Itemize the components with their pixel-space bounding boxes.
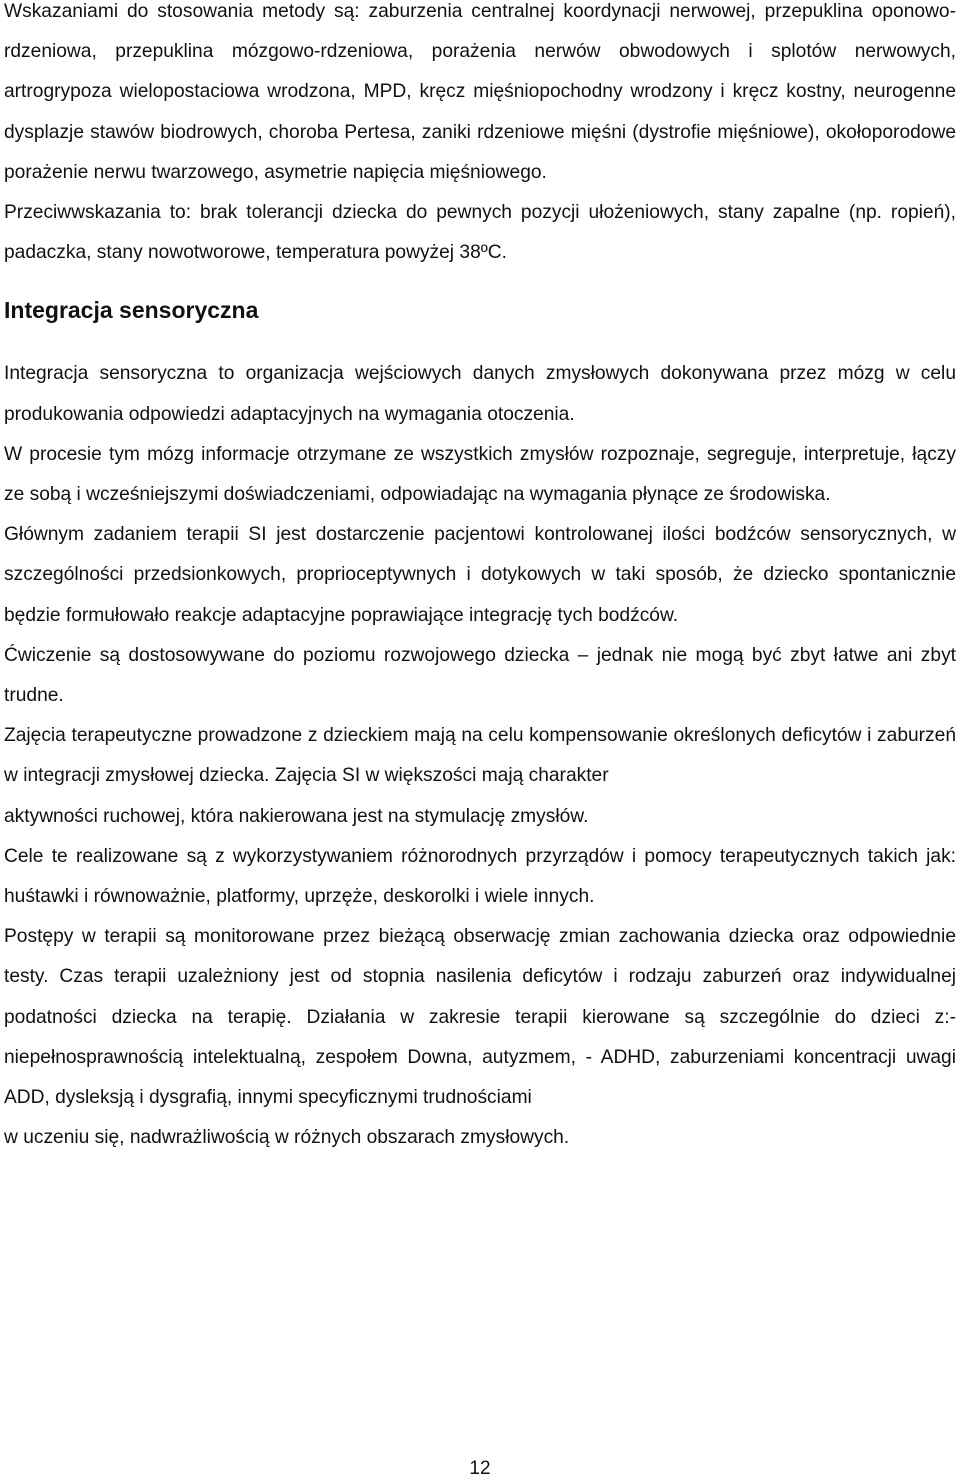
progress-paragraph: Postępy w terapii są monitorowane przez bieżącą obserwację zmian zachowania dziecka oraz odpowiednie testy. Czas terapii uzależniony jest od stopnia nasilenia deficytów i rodzaju zaburzeń oraz indywidualnej podatności dziecka na terapię. Działania w zakresie terapii kierowane są szczególnie do dzieci z:- niepełnosprawnością intelektualną, zespołem Downa, autyzmem, - ADHD, zaburzeniami koncentracji uwagi ADD, dysleksją i dysgrafią, innymi specyficznymi trudnościami <box>4 926 956 1109</box>
learning-paragraph: w uczeniu się, nadwrażliwością w różnych obszarach zmysłowych. <box>4 1127 570 1149</box>
equipment-paragraph: Cele te realizowane są z wykorzystywaniem różnorodnych przyrządów i pomocy terapeutycznych takich jak: huśtawki i równoważnie, platformy, uprzęże, deskorolki i wiele innych. <box>4 845 956 908</box>
indications-paragraph: Wskazaniami do stosowania metody są: zaburzenia centralnej koordynacji nerwowej, przepuklina oponowo-rdzeniowa, przepuklina mózgowo-rdzeniowa, porażenia nerwów obwodowych i splotów nerwowych, artrogrypoza wielopostaciowa wrodzona, MPD, kręcz mięśniopochodny wrodzony i kręcz kostny, neurogenne dysplazje stawów biodrowych, choroba Pertesa, zaniki rdzeniowe mięśni (dystrofie mięśniowe), okołoporodowe porażenie nerwu twarzowego, asymetrie napięcia mięśniowego. <box>4 1 956 183</box>
section-heading: Integracja sensoryczna <box>4 297 259 324</box>
contraindications-paragraph: Przeciwwskazania to: brak tolerancji dziecka do pewnych pozycji ułożeniowych, stany zapalne (np. ropień), padaczka, stany nowotworowe, temperatura powyżej 38ºC. <box>4 202 956 264</box>
therapy-sessions-paragraph: Zajęcia terapeutyczne prowadzone z dzieckiem mają na celu kompensowanie określonych deficytów i zaburzeń w integracji zmysłowej dziecka. Zajęcia SI w większości mają charakter <box>4 725 956 787</box>
exercises-paragraph: Ćwiczenie są dostosowywane do poziomu rozwojowego dziecka – jednak nie mogą być zbyt łatwe ani zbyt trudne. <box>4 644 956 707</box>
page-number: 12 <box>469 1458 491 1479</box>
document-page <box>4 0 956 1158</box>
si-goal-paragraph: Głównym zadaniem terapii SI jest dostarczenie pacjentowi kontrolowanej ilości bodźców sensorycznych, w szczególności przedsionkowych, proprioceptywnych i dotykowych w taki sposób, że dziecko spontanicznie będzie formułowało reakcje adaptacyjne poprawiające integrację tych bodźców. <box>4 524 956 626</box>
motor-activity-paragraph: aktywności ruchowej, która nakierowana jest na stymulację zmysłów. <box>4 805 589 827</box>
si-definition-paragraph: Integracja sensoryczna to organizacja wejściowych danych zmysłowych dokonywana przez mózg w celu produkowania odpowiedzi adaptacyjnych na wymagania otoczenia. <box>4 363 956 425</box>
si-process-paragraph: W procesie tym mózg informacje otrzymane ze wszystkich zmysłów rozpoznaje, segreguje, interpretuje, łączy ze sobą i wcześniejszymi doświadczeniami, odpowiadając na wymagania płynące ze środowiska. <box>4 443 956 506</box>
